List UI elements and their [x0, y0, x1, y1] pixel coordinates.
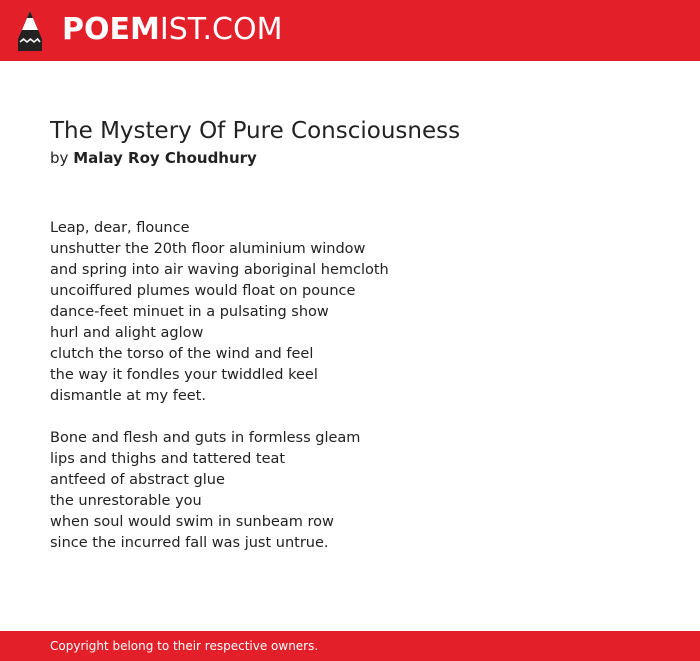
author-name: Malay Roy Choudhury — [73, 149, 257, 167]
poem-line: clutch the torso of the wind and feel — [50, 346, 314, 362]
site-header — [0, 0, 700, 61]
poem-line: when soul would swim in sunbeam row — [50, 514, 334, 530]
poem-body — [50, 218, 389, 554]
poem-line: hurl and alight aglow — [50, 325, 204, 341]
byline — [50, 148, 257, 168]
poem-line: the way it fondles your twiddled keel — [50, 367, 318, 383]
copyright-text: Copyright belong to their respective owners. — [50, 639, 319, 653]
logo-text-bold: POEM — [62, 12, 160, 47]
stanza — [50, 218, 389, 407]
site-footer — [0, 631, 700, 661]
poem-line: since the incurred fall was just untrue. — [50, 535, 329, 551]
poem-line: Bone and flesh and guts in formless gleam — [50, 430, 361, 446]
poem-title: The Mystery Of Pure Consciousness — [50, 118, 461, 144]
poem-line: and spring into air waving aboriginal hemcloth — [50, 262, 389, 278]
poem-line: the unrestorable you — [50, 493, 202, 509]
logo-text-light: IST.COM — [159, 12, 283, 47]
by-label: by — [50, 149, 69, 167]
poem-line: dismantle at my feet. — [50, 388, 206, 404]
poem-line: lips and thighs and tattered teat — [50, 451, 286, 467]
poem-line: uncoiffured plumes would float on pounce — [50, 283, 356, 299]
poem-line: antfeed of abstract glue — [50, 472, 225, 488]
stanza — [50, 428, 389, 554]
poem-line: dance-feet minuet in a pulsating show — [50, 304, 329, 320]
poem-line: Leap, dear, flounce — [50, 220, 190, 236]
site-logo[interactable] — [62, 12, 282, 48]
pencil-icon[interactable] — [16, 10, 44, 52]
poem-line: unshutter the 20th floor aluminium window — [50, 241, 366, 257]
